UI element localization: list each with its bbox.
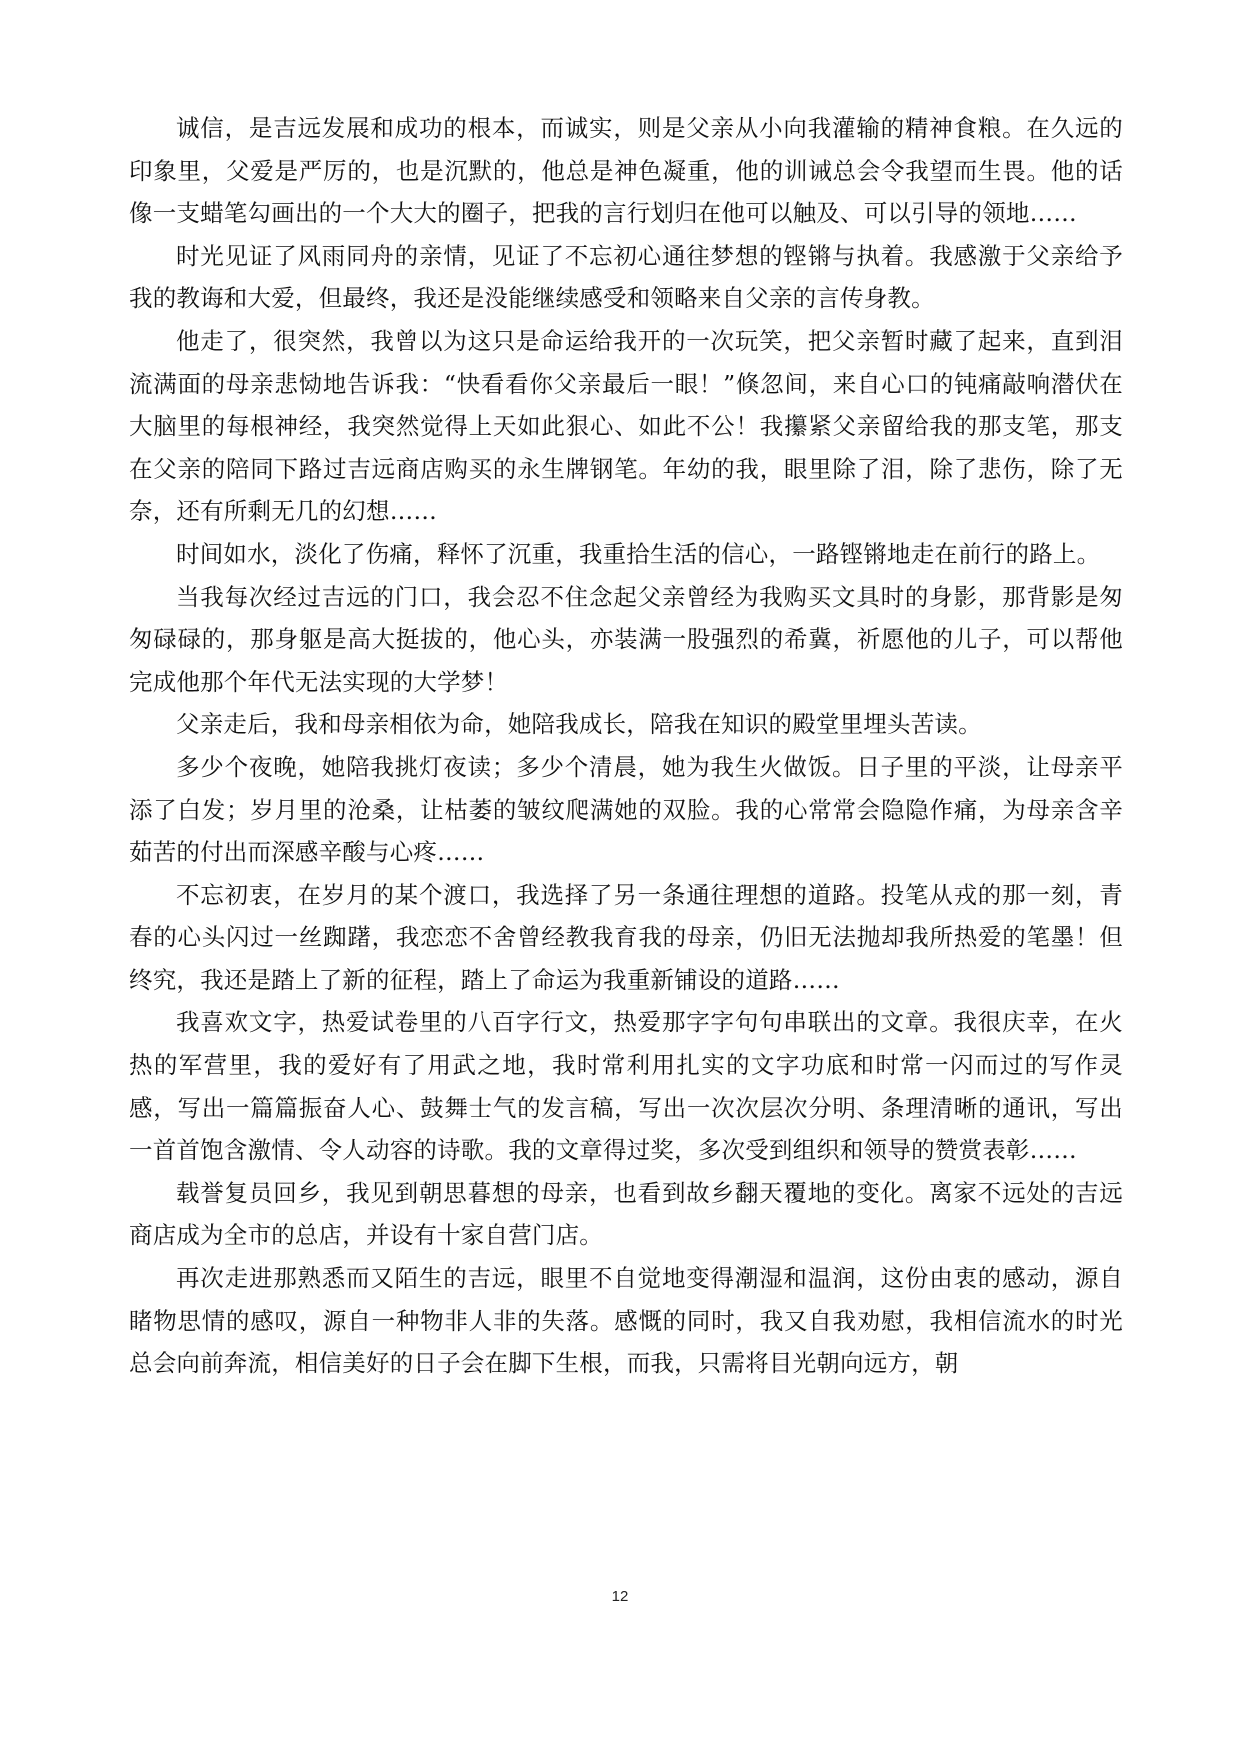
body-text (129, 107, 1123, 1385)
paragraph: 他走了，很突然，我曾以为这只是命运给我开的一次玩笑，把父亲暂时藏了起来，直到泪流满面的母亲悲恸地告诉我：“快看看你父亲最后一眼！”倏忽间，来自心口的钝痛敲响潜伏在大脑里的每根神经，我突然觉得上天如此狠心、如此不公！我攥紧父亲留给我的那支笔，那支在父亲的陪同下路过吉远商店购买的永生牌钢笔。年幼的我，眼里除了泪，除了悲伤，除了无奈，还有所剩无几的幻想…… (129, 326, 1123, 526)
paragraph: 再次走进那熟悉而又陌生的吉远，眼里不自觉地变得潮湿和温润，这份由衷的感动，源自睹物思情的感叹，源自一种物非人非的失落。感慨的同时，我又自我劝慰，我相信流水的时光总会向前奔流，相信美好的日子会在脚下生根，而我，只需将目光朝向远方，朝 (129, 1264, 1123, 1378)
paragraph: 诚信，是吉远发展和成功的根本，而诚实，则是父亲从小向我灌输的精神食粮。在久远的印象里，父爱是严厉的，也是沉默的，他总是神色凝重，他的训诫总会令我望而生畏。他的话像一支蜡笔勾画出的一个大大的圈子，把我的言行划归在他可以触及、可以引导的领地…… (129, 114, 1123, 228)
page-number: 12 (611, 1588, 629, 1605)
paragraph: 时间如水，淡化了伤痛，释怀了沉重，我重拾生活的信心，一路铿锵地走在前行的路上。 (176, 539, 1101, 568)
paragraph: 载誉复员回乡，我见到朝思暮想的母亲，也看到故乡翻天覆地的变化。离家不远处的吉远商店成为全市的总店，并设有十家自营门店。 (129, 1178, 1123, 1250)
paragraph: 我喜欢文字，热爱试卷里的八百字行文，热爱那字字句句串联出的文章。我很庆幸，在火热的军营里，我的爱好有了用武之地，我时常利用扎实的文字功底和时常一闪而过的写作灵感，写出一篇篇振奋人心、鼓舞士气的发言稿，写出一次次层次分明、条理清晰的通讯，写出一首首饱含激情、令人动容的诗歌。我的文章得过奖，多次受到组织和领导的赞赏表彰…… (129, 1008, 1123, 1165)
paragraph: 父亲走后，我和母亲相依为命，她陪我成长，陪我在知识的殿堂里埋头苦读。 (176, 710, 982, 739)
paragraph: 当我每次经过吉远的门口，我会忍不住念起父亲曾经为我购买文具时的身影，那背影是匆匆碌碌的，那身躯是高大挺拔的，他心头，亦装满一股强烈的希冀，祈愿他的儿子，可以帮他完成他那个年代无法实现的大学梦！ (129, 582, 1123, 696)
paragraph: 多少个夜晚，她陪我挑灯夜读；多少个清晨，她为我生火做饭。日子里的平淡，让母亲平添了白发；岁月里的沧桑，让枯萎的皱纹爬满她的双脸。我的心常常会隐隐作痛，为母亲含辛茹苦的付出而深感辛酸与心疼…… (129, 752, 1123, 867)
paragraph: 时光见证了风雨同舟的亲情，见证了不忘初心通往梦想的铿锵与执着。我感激于父亲给予我的教诲和大爱，但最终，我还是没能继续感受和领略来自父亲的言传身教。 (129, 241, 1123, 313)
paragraph: 不忘初衷，在岁月的某个渡口，我选择了另一条通往理想的道路。投笔从戎的那一刻，青春的心头闪过一丝踟躇，我恋恋不舍曾经教我育我的母亲，仍旧无法抛却我所热爱的笔墨！但终究，我还是踏上了新的征程，踏上了命运为我重新铺设的道路…… (129, 880, 1123, 994)
